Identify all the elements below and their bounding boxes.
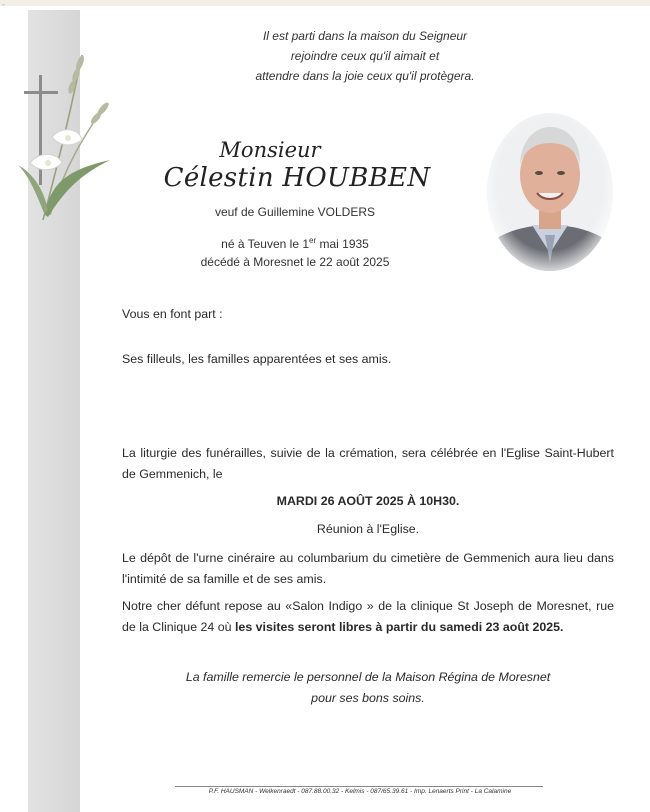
meeting-text: Réunion à l'Eglise. bbox=[316, 522, 420, 536]
deceased-name: Célestin HOUBBEN bbox=[163, 163, 431, 193]
widow-of: veuf de Guillemine VOLDERS bbox=[214, 205, 376, 219]
birth-suffix: mai 1935 bbox=[316, 237, 369, 251]
urn-text: Le dépôt de l'urne cinéraire au columbarium du cimetière de Gemmenich aura lieu dans l'intimité de sa famille et de ses amis. bbox=[122, 551, 614, 586]
honorific: Monsieur bbox=[219, 138, 321, 162]
birth-sup: er bbox=[309, 236, 317, 245]
corner-mark: - bbox=[2, 0, 5, 9]
repose-visits: les visites seront libres à partir du samedi 23 août 2025. bbox=[234, 620, 564, 634]
top-border bbox=[0, 0, 650, 6]
thanks-text bbox=[122, 667, 614, 709]
verse-line-1: Il est parti dans la maison du Seigneur bbox=[262, 29, 468, 43]
service-datetime: MARDI 26 AOÛT 2025 À 10H30. bbox=[276, 494, 460, 508]
verse bbox=[230, 26, 500, 86]
family-text: Ses filleuls, les familles apparentées et ses amis. bbox=[122, 352, 392, 366]
liturgy-text: La liturgie des funérailles, suivie de la crémation, sera célébrée en l'Eglise Saint-Hubert de Gemmenich, le bbox=[122, 446, 614, 481]
verse-line-3: attendre dans la joie ceux qu'il protègera. bbox=[255, 69, 475, 83]
thanks-line-1: La famille remercie le personnel de la Maison Régina de Moresnet bbox=[185, 670, 551, 684]
birth-prefix: né à Teuven le 1 bbox=[221, 237, 310, 251]
portrait-photo bbox=[487, 113, 613, 271]
birth-death bbox=[150, 232, 440, 271]
footer-divider bbox=[175, 786, 543, 787]
thanks-line-2: pour ses bons soins. bbox=[311, 691, 425, 705]
death-line: décédé à Moresnet le 22 août 2025 bbox=[200, 255, 390, 269]
verse-line-2: rejoindre ceux qu'il aimait et bbox=[290, 49, 440, 63]
repose-text bbox=[122, 596, 614, 638]
cross-lily-icon bbox=[10, 45, 120, 230]
footer-text: P.F. HAUSMAN - Welkenraedt - 087.88.00.32 - Kelmis - 087/65.39.61 - Imp. Lenaerts Print - La Calamine bbox=[208, 788, 512, 795]
birth-line bbox=[150, 232, 440, 253]
announce-text: Vous en font part : bbox=[122, 307, 223, 321]
repose-plain: Notre cher défunt repose au «Salon Indigo » de la clinique St Joseph de Moresnet, rue de la Clinique 24 où bbox=[122, 599, 614, 634]
